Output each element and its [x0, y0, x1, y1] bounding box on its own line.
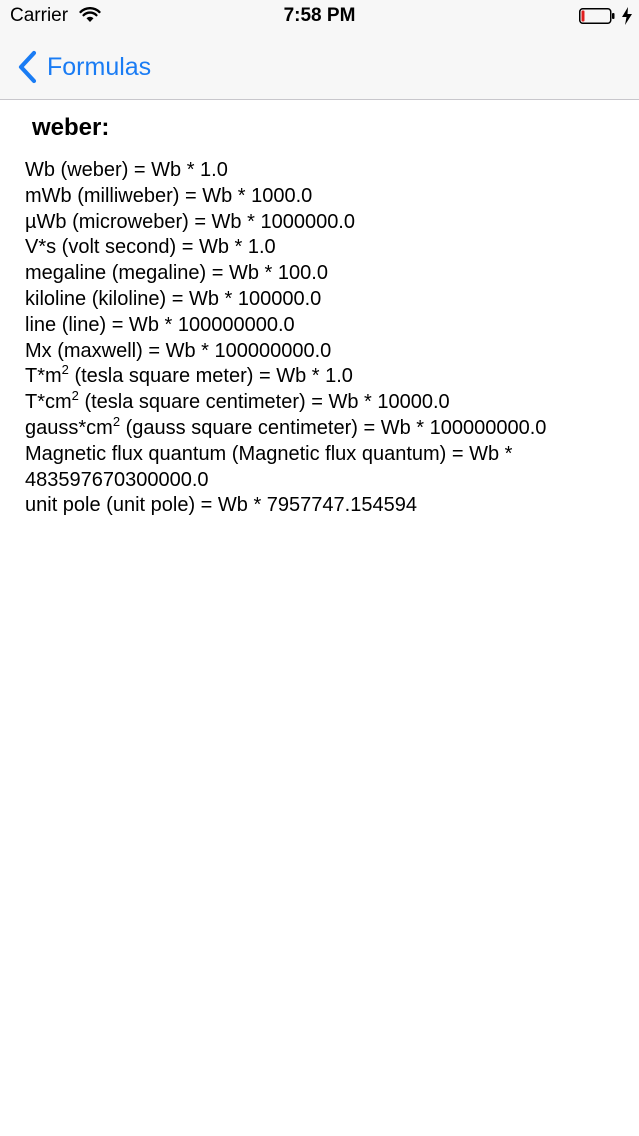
- formula-prefix: T*m: [25, 365, 62, 388]
- charging-bolt-icon: [621, 7, 633, 25]
- section-title: weber:: [32, 114, 110, 141]
- formula-line-tesla-square-centimeter: [25, 390, 605, 416]
- chevron-left-icon: [16, 50, 38, 84]
- formula-line-gauss-square-centimeter: [25, 413, 605, 442]
- back-button[interactable]: [16, 48, 151, 86]
- formula-exponent: 2: [71, 388, 79, 404]
- battery-icon: [579, 8, 615, 24]
- carrier-label: Carrier: [10, 5, 69, 26]
- formula-line-weber: Wb (weber) = Wb * 1.0: [25, 159, 228, 181]
- formula-exponent: 2: [61, 362, 69, 378]
- formula-prefix: gauss*cm: [25, 416, 113, 439]
- formula-line-megaline: megaline (megaline) = Wb * 100.0: [25, 262, 328, 285]
- status-time: 7:58 PM: [283, 5, 356, 26]
- formula-line-volt-second: V*s (volt second) = Wb * 1.0: [25, 236, 276, 259]
- formula-list: [25, 158, 605, 519]
- formula-line-milliweber: mWb (milliweber) = Wb * 1000.0: [25, 184, 313, 207]
- formula-suffix: (tesla square meter) = Wb * 1.0: [68, 365, 353, 388]
- back-button-label: Formulas: [47, 53, 152, 81]
- formula-line-microweber: µWb (microweber) = Wb * 1000000.0: [25, 210, 355, 233]
- formula-line-maxwell: Mx (maxwell) = Wb * 100000000.0: [25, 339, 332, 362]
- formula-line-magnetic-flux-quantum: Magnetic flux quantum (Magnetic flux quantum) = Wb * 483597670300000.0: [25, 442, 513, 491]
- formula-line-tesla-square-meter: [25, 364, 605, 390]
- formula-exponent: 2: [112, 413, 121, 429]
- formula-suffix: (tesla square centimeter) = Wb * 10000.0: [78, 391, 450, 414]
- status-bar: [0, 0, 639, 34]
- navigation-bar: [0, 34, 639, 100]
- formula-line-unit-pole: unit pole (unit pole) = Wb * 7957747.154594: [25, 494, 417, 517]
- formula-prefix: T*cm: [25, 391, 72, 414]
- formula-line-line: line (line) = Wb * 100000000.0: [25, 313, 295, 336]
- formula-line-kiloline: kiloline (kiloline) = Wb * 100000.0: [25, 287, 322, 310]
- formula-suffix: (gauss square centimeter) = Wb * 100000000.0: [120, 416, 547, 439]
